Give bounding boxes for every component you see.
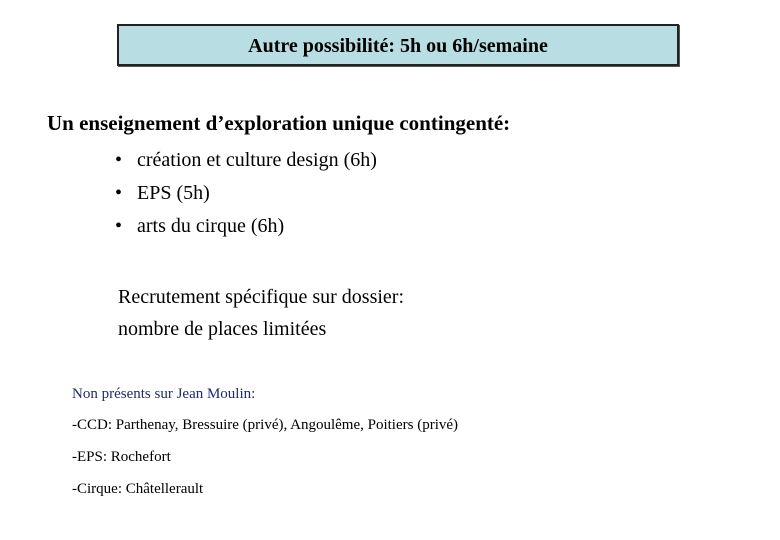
absent-item: -EPS: Rochefort bbox=[72, 449, 171, 465]
bullet-icon: • bbox=[115, 182, 123, 204]
absent-item: -Cirque: Châtellerault bbox=[72, 481, 204, 497]
option-list bbox=[115, 144, 377, 243]
absent-item: -CCD: Parthenay, Bressuire (privé), Angoulême, Poitiers (privé) bbox=[72, 417, 459, 433]
option-label: création et culture design (6h) bbox=[137, 149, 377, 171]
recruitment-line: Recrutement spécifique sur dossier: bbox=[118, 286, 405, 308]
bullet-icon: • bbox=[115, 215, 123, 237]
title-box bbox=[117, 24, 679, 66]
recruitment-line: nombre de places limitées bbox=[118, 318, 327, 340]
list-item bbox=[115, 144, 377, 177]
list-item bbox=[115, 177, 377, 210]
option-label: arts du cirque (6h) bbox=[137, 215, 285, 237]
absent-list bbox=[72, 415, 458, 511]
section-heading: Un enseignement d’exploration unique contingenté: bbox=[47, 111, 511, 135]
bullet-icon: • bbox=[115, 149, 123, 171]
recruitment-note bbox=[118, 281, 404, 345]
absent-title: Non présents sur Jean Moulin: bbox=[72, 386, 256, 402]
list-item bbox=[115, 210, 377, 243]
page-title: Autre possibilité: 5h ou 6h/semaine bbox=[248, 35, 548, 57]
option-label: EPS (5h) bbox=[137, 182, 210, 204]
